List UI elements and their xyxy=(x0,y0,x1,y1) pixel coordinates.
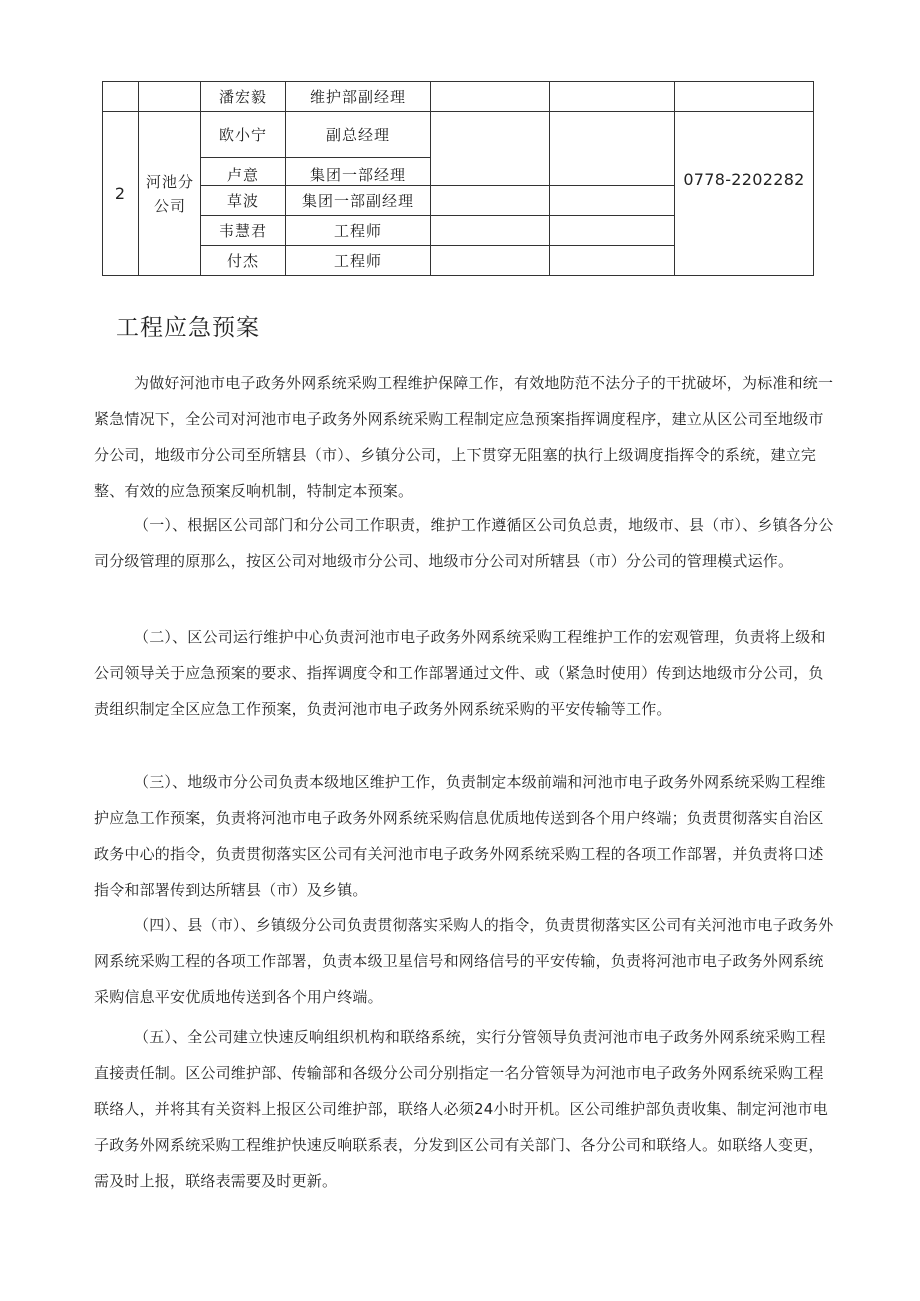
member-title: 集团一部副经理 xyxy=(301,192,414,210)
member-name: 草波 xyxy=(226,192,259,210)
branch-phone: 0778-2202282 xyxy=(683,170,805,189)
member-name: 付杰 xyxy=(226,252,259,270)
branch-name: 河池分公司 xyxy=(145,173,194,215)
paragraph-item-1: （一）、根据区公司部门和分公司工作职责，维护工作遵循区公司负总责，地级市、县（市）、乡镇各分公司分级管理的原那么，按区公司对地级市分公司、地级市分公司对所辖县（市）分公司的管理模式运作。 xyxy=(94,516,834,570)
paragraph-item-3: （三）、地级市分公司负责本级地区维护工作，负责制定本级前端和河池市电子政务外网系统采购工程维护应急工作预案，负责将河池市电子政务外网系统采购信息优质地传送到各个用户终端；负责贯彻落实自治区政务中心的指令，负责贯彻落实区公司有关河池市电子政务外网系统采购工程的各项工作部署，并负责将口述指令和部署传到达所辖县（市）及乡镇。 xyxy=(94,773,826,899)
paragraph-item-2: （二）、区公司运行维护中心负责河池市电子政务外网系统采购工程维护工作的宏观管理，负责将上级和公司领导关于应急预案的要求、指挥调度令和工作部署通过文件、或（紧急时使用）传到达地级市分公司，负责组织制定全区应急工作预案，负责河池市电子政务外网系统采购的平安传输等工作。 xyxy=(94,628,826,718)
member-title: 工程师 xyxy=(333,252,382,270)
section-heading: 工程应急预案 xyxy=(116,315,260,341)
person-title: 维护部副经理 xyxy=(309,88,406,106)
member-title: 副总经理 xyxy=(325,126,390,144)
member-title: 工程师 xyxy=(333,222,382,240)
paragraph-item-5: （五）、全公司建立快速反响组织机构和联络系统，实行分管领导负责河池市电子政务外网系统采购工程直接责任制。区公司维护部、传输部和各级分公司分别指定一名分管领导为河池市电子政务外网系统采购工程联络人，并将其有关资料上报区公司维护部，联络人必须24小时开机。区公司维护部负责收集、制定河池市电子政务外网系统采购工程维护快速反响联系表，分发到区公司有关部门、各分公司和联络人。如联络人变更，需及时上报，联络表需要及时更新。 xyxy=(94,1028,828,1190)
paragraph-item-4: （四）、县（市）、乡镇级分公司负责贯彻落实采购人的指令，负责贯彻落实区公司有关河池市电子政务外网系统采购工程的各项工作部署，负责本级卫星信号和网络信号的平安传输，负责将河池市电子政务外网系统采购信息平安优质地传送到各个用户终端。 xyxy=(94,916,834,1006)
member-name: 韦慧君 xyxy=(218,222,267,240)
person-name: 潘宏毅 xyxy=(218,88,267,106)
paragraph-intro: 为做好河池市电子政务外网系统采购工程维护保障工作，有效地防范不法分子的干扰破坏，为标准和统一紧急情况下，全公司对河池市电子政务外网系统采购工程制定应急预案指挥调度程序，建立从区公司至地级市分公司，地级市分公司至所辖县（市）、乡镇分公司，上下贯穿无阻塞的执行上级调度指挥令的系统，建立完整、有效的应急预案反响机制，特制定本预案。 xyxy=(94,374,834,500)
member-title: 集团一部经理 xyxy=(309,165,406,184)
row-number: 2 xyxy=(114,184,127,203)
member-name: 卢意 xyxy=(226,165,259,184)
contact-table xyxy=(102,81,814,276)
member-name: 欧小宁 xyxy=(218,126,267,144)
